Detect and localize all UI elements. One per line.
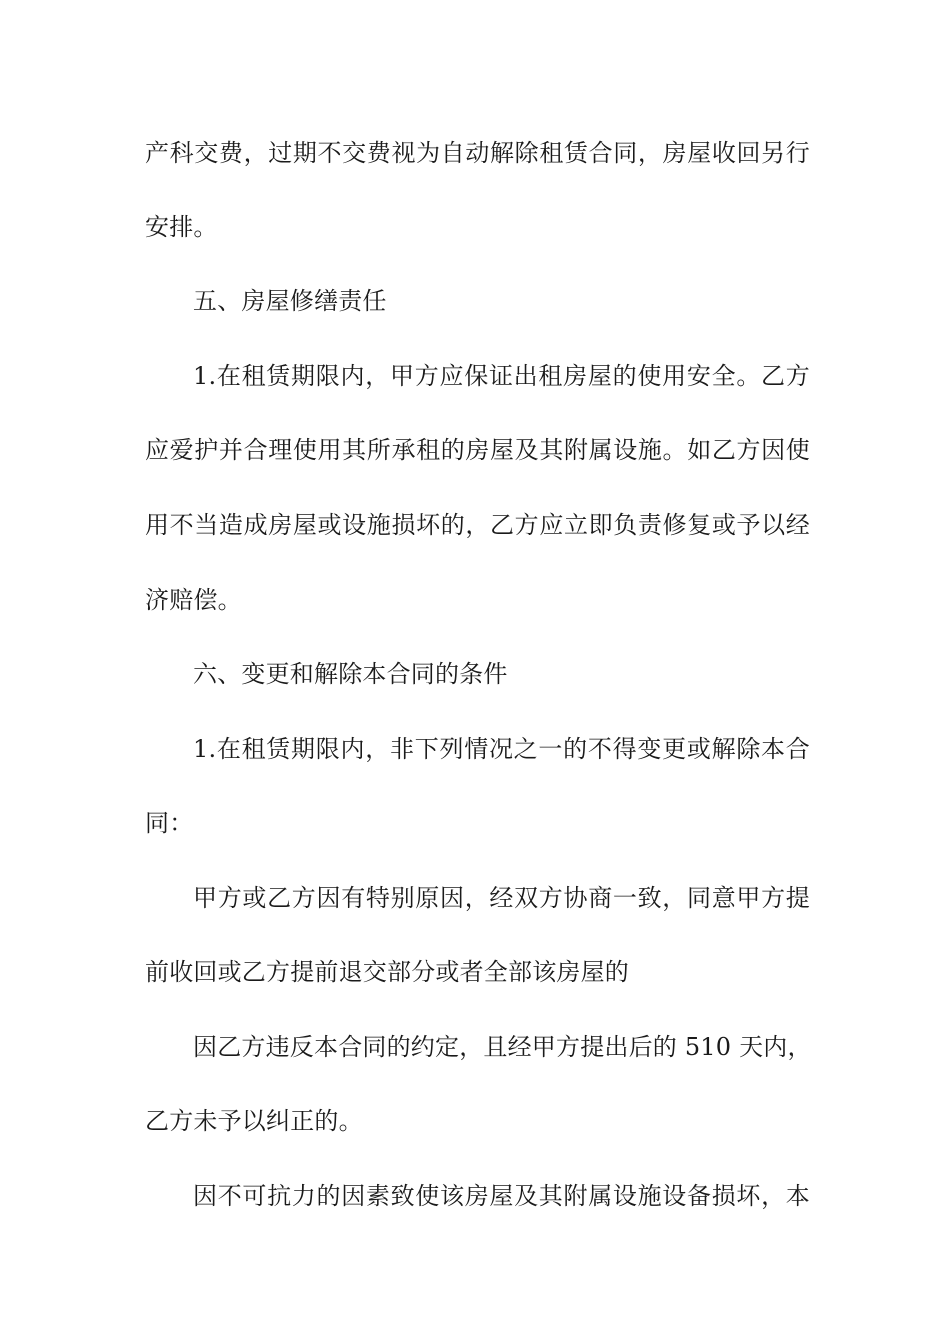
- text-line: 因乙方违反本合同的约定，且经甲方提出后的 510 天内，: [193, 1033, 812, 1061]
- text-line: 安排。: [145, 213, 218, 241]
- text-line: 产科交费，过期不交费视为自动解除租赁合同，房屋收回另行: [145, 139, 810, 167]
- text-line: 1.在租赁期限内，非下列情况之一的不得变更或解除本合: [193, 735, 810, 763]
- text-line: 用不当造成房屋或设施损坏的，乙方应立即负责修复或予以经: [145, 511, 810, 539]
- text-line: 甲方或乙方因有特别原因，经双方协商一致，同意甲方提: [193, 884, 810, 912]
- section-heading: 五、房屋修缮责任: [193, 287, 387, 315]
- text-line: 1.在租赁期限内，甲方应保证出租房屋的使用安全。乙方: [193, 362, 810, 390]
- text-line: 同：: [145, 809, 194, 837]
- section-heading: 六、变更和解除本合同的条件: [193, 660, 508, 688]
- text-line: 应爱护并合理使用其所承租的房屋及其附属设施。如乙方因使: [145, 436, 810, 464]
- text-line: 前收回或乙方提前退交部分或者全部该房屋的: [145, 958, 629, 986]
- text-line: 因不可抗力的因素致使该房屋及其附属设施设备损坏，本: [193, 1182, 810, 1210]
- text-line: 济赔偿。: [145, 586, 242, 614]
- text-line: 乙方未予以纠正的。: [145, 1107, 363, 1135]
